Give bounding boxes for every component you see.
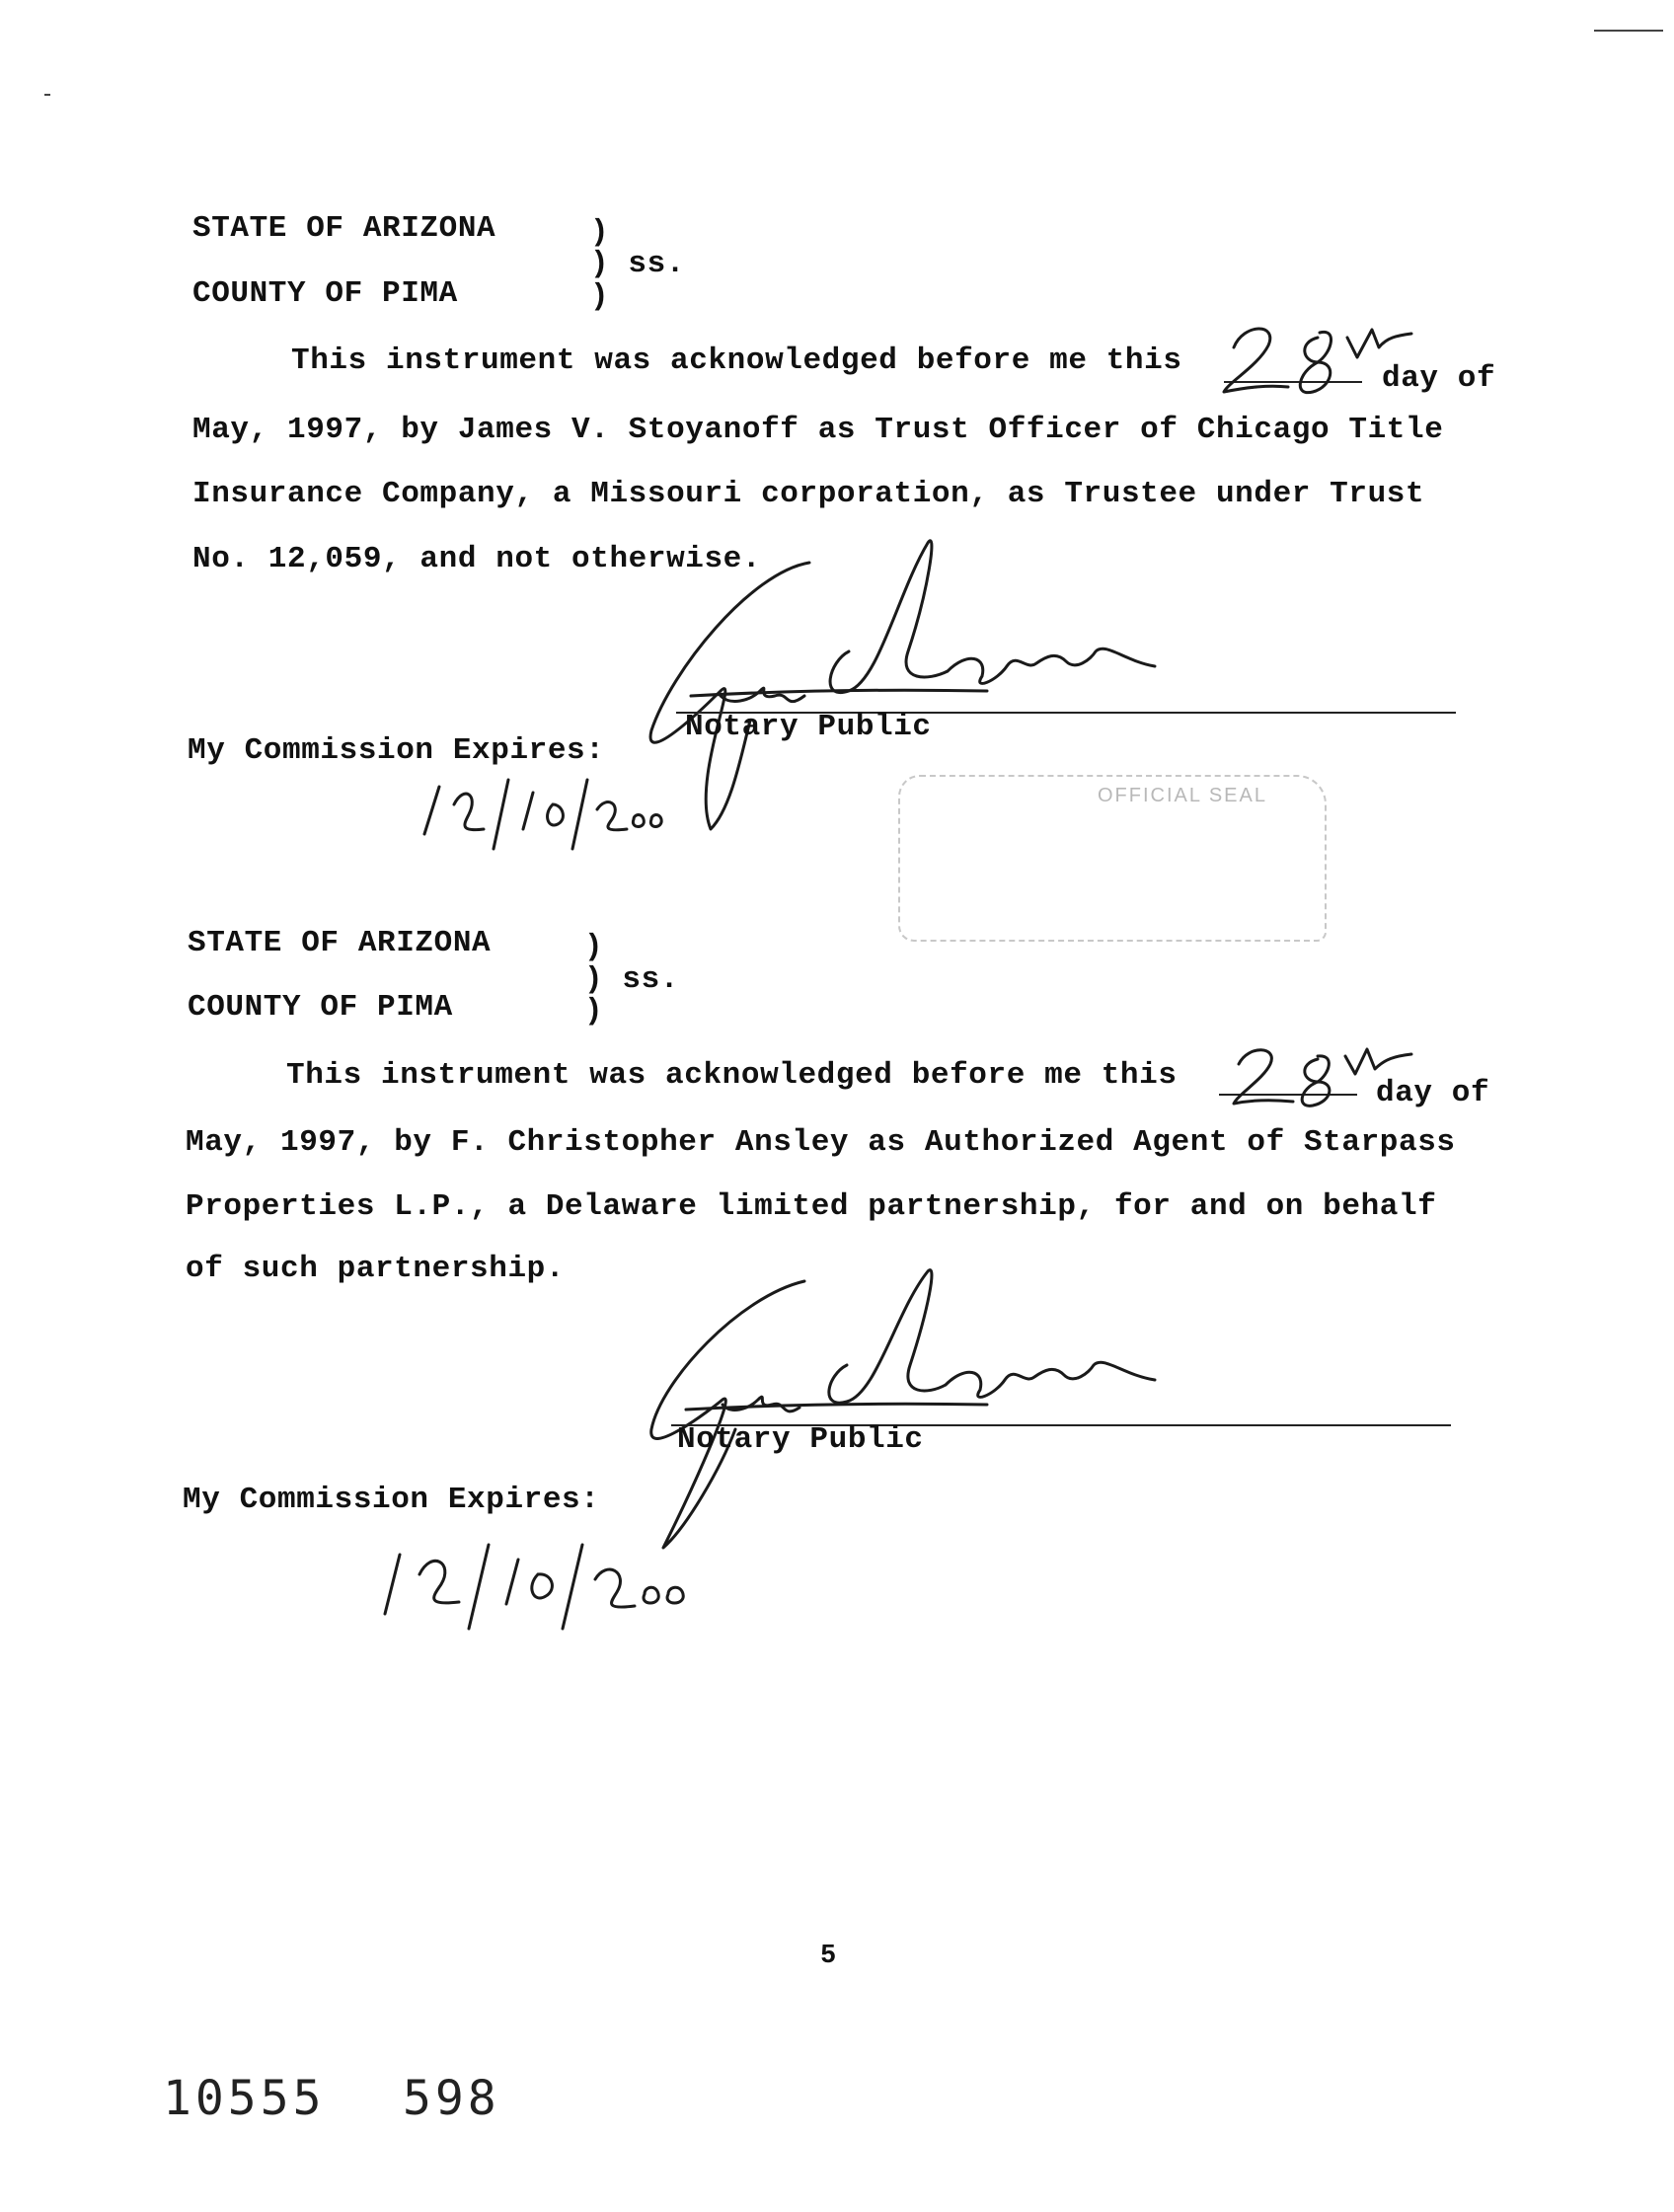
commission-expires-label: My Commission Expires: bbox=[188, 733, 605, 768]
handwritten-expiry-date bbox=[415, 775, 671, 854]
venue-paren: ) bbox=[590, 215, 610, 250]
scan-mark-top-right bbox=[1594, 30, 1663, 32]
handwritten-day bbox=[1219, 1034, 1416, 1123]
county-heading: COUNTY OF PIMA bbox=[192, 276, 458, 311]
acknowledgment-line: of such partnership. bbox=[186, 1252, 566, 1286]
handwritten-day bbox=[1209, 308, 1436, 417]
acknowledgment-line: This instrument was acknowledged before me this bbox=[286, 1058, 1178, 1093]
acknowledgment-line: Properties L.P., a Delaware limited partnership, for and on behalf bbox=[186, 1189, 1437, 1224]
seal-text: OFFICIAL SEAL bbox=[1098, 785, 1267, 806]
handwritten-expiry-date bbox=[370, 1535, 706, 1634]
acknowledgment-line: Insurance Company, a Missouri corporation, as Trustee under Trust bbox=[192, 477, 1425, 511]
acknowledgment-day-of: day of bbox=[1376, 1076, 1490, 1110]
venue-paren: ) bbox=[584, 930, 604, 964]
state-heading: STATE OF ARIZONA bbox=[192, 211, 496, 246]
notary-public-label: Notary Public bbox=[685, 710, 932, 744]
acknowledgment-line: May, 1997, by James V. Stoyanoff as Trust Officer of Chicago Title bbox=[192, 413, 1444, 447]
venue-ss: ) ss. bbox=[590, 247, 686, 281]
official-seal-stamp bbox=[898, 775, 1327, 942]
venue-paren: ) bbox=[584, 994, 604, 1029]
notary-public-label: Notary Public bbox=[677, 1422, 924, 1457]
acknowledgment-line: No. 12,059, and not otherwise. bbox=[192, 542, 762, 576]
county-heading: COUNTY OF PIMA bbox=[188, 990, 453, 1025]
commission-expires-label: My Commission Expires: bbox=[183, 1483, 600, 1517]
recording-book-number: 10555 bbox=[163, 2071, 326, 2126]
acknowledgment-line: This instrument was acknowledged before me this bbox=[291, 343, 1182, 378]
acknowledgment-day-of: day of bbox=[1382, 361, 1496, 396]
recording-page-number: 598 bbox=[403, 2071, 500, 2126]
venue-ss: ) ss. bbox=[584, 962, 680, 997]
venue-paren: ) bbox=[590, 279, 610, 314]
scan-mark-top-left bbox=[44, 94, 50, 96]
notary-signature bbox=[632, 1271, 1184, 1567]
acknowledgment-line: May, 1997, by F. Christopher Ansley as Authorized Agent of Starpass bbox=[186, 1125, 1456, 1160]
page-number: 5 bbox=[820, 1942, 837, 1971]
state-heading: STATE OF ARIZONA bbox=[188, 926, 492, 960]
